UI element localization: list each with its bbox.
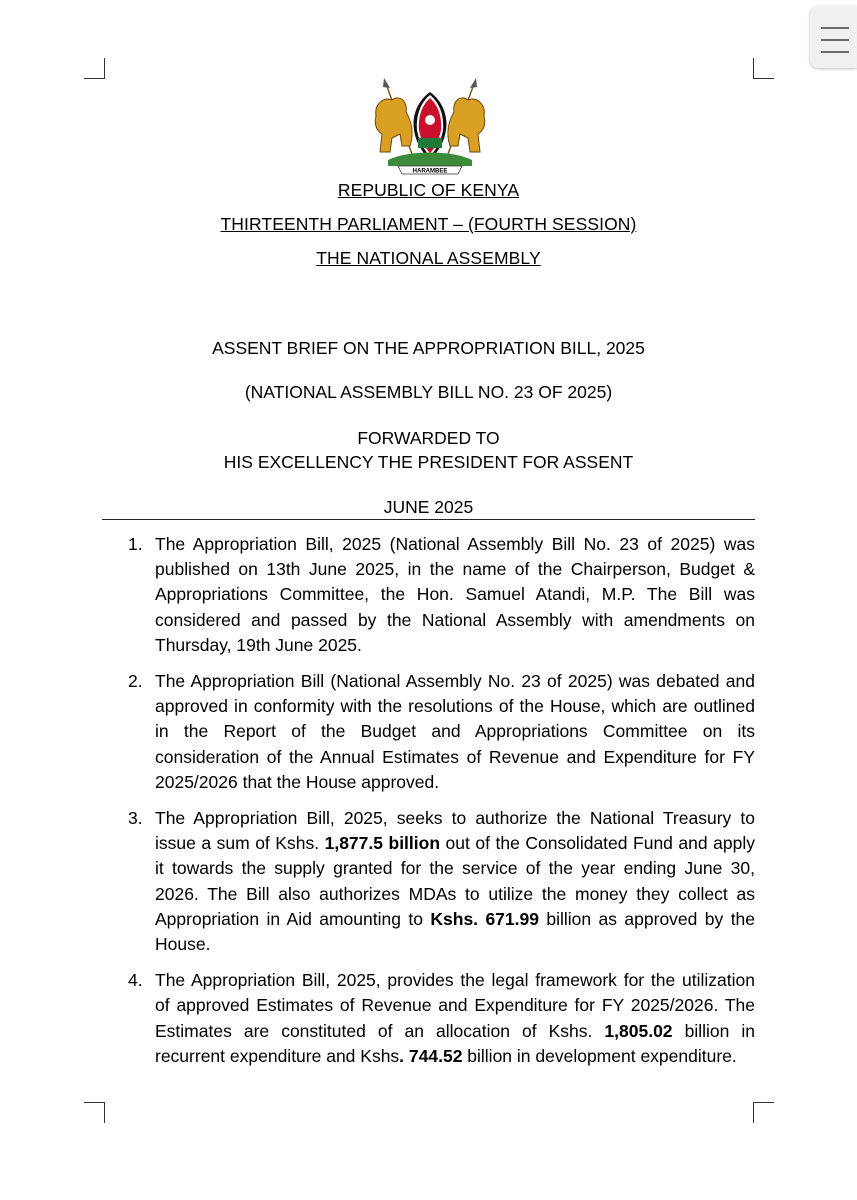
forwarded-to: FORWARDED TO bbox=[357, 428, 500, 448]
amount-total: 1,877.5 billion bbox=[324, 833, 441, 854]
item-number: 4. bbox=[128, 970, 143, 991]
menu-icon-line bbox=[821, 51, 849, 53]
item-text: The Appropriation Bill, 2025, provides the legal framework for the utilization of approved Estimates of Revenue and Expenditure for FY 2025/2026. The Estimates are constituted of an allocation of Kshs. bbox=[155, 970, 755, 1041]
heading-parliament: THIRTEENTH PARLIAMENT – (FOURTH SESSION) bbox=[220, 214, 637, 234]
item-text: billion in development expenditure. bbox=[462, 1045, 737, 1066]
list-item bbox=[100, 532, 755, 658]
bill-number: (NATIONAL ASSEMBLY BILL NO. 23 OF 2025) bbox=[244, 382, 613, 402]
amount-recurrent: 1,805.02 bbox=[604, 1020, 673, 1041]
date: JUNE 2025 bbox=[383, 497, 474, 517]
menu-button[interactable] bbox=[810, 6, 857, 68]
heading-republic: REPUBLIC OF KENYA bbox=[337, 180, 520, 200]
item-text: billion in recurrent expenditure and Kshs bbox=[155, 1020, 755, 1066]
brief-title: ASSENT BRIEF ON THE APPROPRIATION BILL, 2025 bbox=[212, 338, 645, 358]
recipient: HIS EXCELLENCY THE PRESIDENT FOR ASSENT bbox=[223, 452, 634, 472]
divider bbox=[102, 519, 755, 520]
list-item bbox=[100, 968, 755, 1069]
list-item bbox=[100, 669, 755, 795]
menu-icon-line bbox=[821, 27, 849, 29]
menu-icon-line bbox=[821, 39, 849, 41]
paragraph-list bbox=[100, 532, 755, 1080]
crop-mark-bottom-right bbox=[753, 1102, 774, 1123]
coat-of-arms-icon bbox=[368, 76, 492, 176]
amount-aia: Kshs. 671.99 bbox=[430, 908, 539, 929]
item-text: The Appropriation Bill (National Assembly No. 23 of 2025) was debated and approved in conformity with the resolutions of the House, which are outlined in the Report of the Budget and Appropriations Committee on its consideration of the Annual Estimates of Revenue and Expenditure for FY 2025/2026 that the House approved. bbox=[155, 671, 755, 792]
item-number: 2. bbox=[128, 671, 143, 692]
list-item bbox=[100, 806, 755, 957]
amount-development: . 744.52 bbox=[399, 1045, 463, 1066]
crop-mark-bottom-left bbox=[84, 1102, 105, 1123]
item-text: The Appropriation Bill, 2025, seeks to authorize the National Treasury to issue a sum of Kshs. bbox=[155, 808, 755, 854]
item-number: 1. bbox=[128, 534, 143, 554]
crop-mark-top-left bbox=[84, 58, 105, 79]
item-text: out of the Consolidated Fund and apply it towards the supply granted for the service of the year ending June 30, 2026. The Bill also authorizes MDAs to utilize the money they collect as Appropriation in Aid amounting to bbox=[155, 833, 755, 929]
item-text: The Appropriation Bill, 2025 (National Assembly Bill No. 23 of 2025) was published on 13th June 2025, in the name of the Chairperson, Budget & Appropriations Committee, the Hon. Samuel Atandi, M.P. The Bill was considered and passed by the National Assembly with amendments on Thursday, 19th June 2025. bbox=[155, 534, 755, 655]
item-number: 3. bbox=[128, 808, 143, 829]
motto-text: HARAMBEE bbox=[412, 168, 448, 175]
crop-mark-top-right bbox=[753, 58, 774, 79]
heading-assembly: THE NATIONAL ASSEMBLY bbox=[316, 248, 541, 268]
item-text: billion as approved by the House. bbox=[155, 908, 756, 955]
